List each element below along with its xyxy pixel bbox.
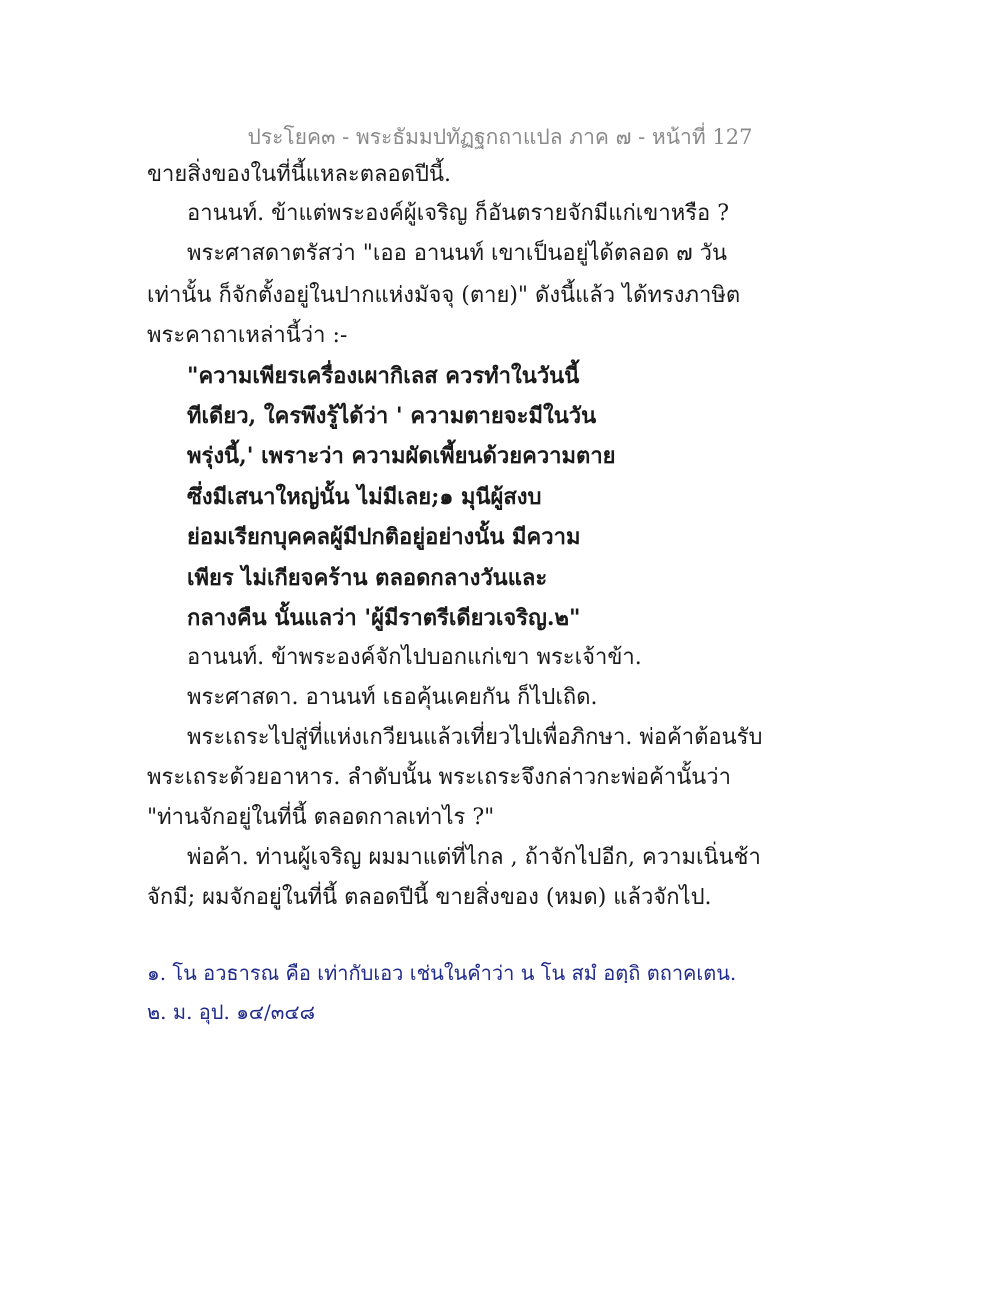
text-line: เท่านั้น ก็จักตั้งอยู่ในปากแห่งมัจจุ (ตาย)" ดังนี้แล้ว ได้ทรงภาษิต (147, 283, 741, 308)
verse-line: กลางคืน นั้นแลว่า 'ผู้มีราตรีเดียวเจริญ.๒" (187, 605, 581, 631)
text-line: พระศาสดา. อานนท์ เธอคุ้นเคยกัน ก็ไปเถิด. (187, 685, 598, 710)
text-line: อานนท์. ข้าแต่พระองค์ผู้เจริญ ก็อันตรายจักมีแก่เขาหรือ ? (187, 201, 730, 226)
verse-line: "ความเพียรเครื่องเผากิเลส ควรทำในวันนี้ (187, 363, 580, 389)
verse-line: พรุ่งนี้,' เพราะว่า ความผัดเพี้ยนด้วยความตาย (187, 443, 616, 469)
text-line: พ่อค้า. ท่านผู้เจริญ ผมมาแต่ที่ไกล , ถ้าจักไปอีก, ความเนิ่นช้า (187, 845, 761, 870)
footnote: ๒. ม. อุป. ๑๔/๓๔๘ (147, 1000, 316, 1024)
text-line: อานนท์. ข้าพระองค์จักไปบอกแก่เขา พระเจ้าข้า. (187, 645, 642, 670)
text-line: พระศาสดาตรัสว่า "เออ อานนท์ เขาเป็นอยู่ได้ตลอด ๗ วัน (187, 241, 728, 266)
verse-line: ย่อมเรียกบุคคลผู้มีปกติอยู่อย่างนั้น มีความ (187, 524, 581, 550)
verse-line: ซึ่งมีเสนาใหญ่นั้น ไม่มีเลย;๑ มุนีผู้สงบ (187, 484, 542, 510)
running-header: ประโยค๓ - พระธัมมปทัฏฐกถาแปล ภาค ๗ - หน้าที่ 127 (247, 125, 753, 149)
text-line: พระคาถาเหล่านี้ว่า :- (147, 323, 348, 348)
verse-line: เพียร ไม่เกียจคร้าน ตลอดกลางวันและ (187, 565, 548, 591)
text-line: จักมี; ผมจักอยู่ในที่นี้ ตลอดปีนี้ ขายสิ่งของ (หมด) แล้วจักไป. (147, 885, 712, 910)
footnote: ๑. โน อวธารณ คือ เท่ากับเอว เช่นในคำว่า น โน สมํ อตฺถิ ตถาคเตน. (147, 961, 737, 985)
text-line: พระเถระไปสู่ที่แห่งเกวียนแล้วเที่ยวไปเพื่อภิกษา. พ่อค้าต้อนรับ (187, 725, 763, 750)
text-line: ขายสิ่งของในที่นี้แหละตลอดปีนี้. (147, 162, 452, 187)
text-line: "ท่านจักอยู่ในที่นี้ ตลอดกาลเท่าไร ?" (147, 805, 495, 830)
text-line: พระเถระด้วยอาหาร. ลำดับนั้น พระเถระจึงกล่าวกะพ่อค้านั้นว่า (147, 765, 731, 790)
verse-line: ทีเดียว, ใครพึงรู้ได้ว่า ' ความตายจะมีในวัน (187, 403, 597, 429)
